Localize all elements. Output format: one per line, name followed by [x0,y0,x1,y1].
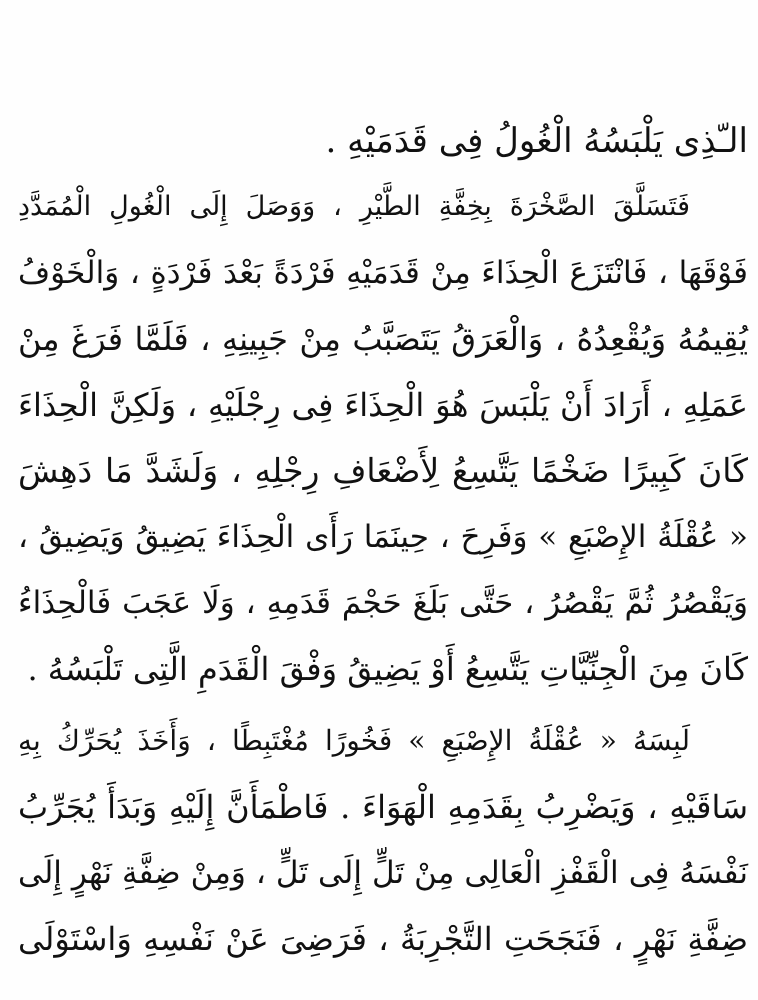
text-line-1: الـّذِى يَلْبَسُهُ الْغُولُ فِى قَدَمَيْهِ . [325,121,748,161]
text-line-2: فَتَسَلَّقَ الصَّخْرَةَ بِخِفَّةِ الطَّيْرِ ، وَوَصَلَ إِلَى الْغُولِ الْمُمَدَّدِ [18,191,690,222]
text-line-6: كَانَ كَبِيرًا ضَخْمًا يَتَّسِعُ لِأَضْعَافِ رِجْلِهِ ، وَلَشَدَّ مَا دَهِشَ [18,451,748,490]
text-line-5: عَمَلِهِ ، أَرَادَ أَنْ يَلْبَسَ هُوَ الْحِذَاءَ فِى رِجْلَيْهِ ، وَلَكِنَّ الْحِذَاءَ [18,386,749,424]
text-line-13: ضِفَّةِ نَهْرٍ ، فَنَجَحَتِ التَّجْرِبَةُ ، فَرَضِىَ عَنْ نَفْسِهِ وَاسْتَوْلَى [18,920,748,958]
text-line-11: سَاقَيْهِ ، وَيَضْرِبُ بِقَدَمِهِ الْهَوَاءَ . فَاطْمَأَنَّ إِلَيْهِ وَبَدَأَ يُجَرِّبُ [18,788,748,826]
text-line-12: نَفْسَهُ فِى الْقَفْزِ الْعَالِى مِنْ تَلٍّ إِلَى تَلٍّ ، وَمِنْ ضِفَّةِ نَهْرٍ إِلَى [18,855,748,891]
text-line-4: يُقِيمُهُ وَيُقْعِدُهُ ، وَالْعَرَقُ يَتَصَبَّبُ مِنْ جَبِينِهِ ، فَلَمَّا فَرَغَ مِنْ [18,320,749,358]
text-line-3: فَوْقَهَا ، فَانْتَزَعَ الْحِذَاءَ مِنْ قَدَمَيْهِ فَرْدَةً بَعْدَ فَرْدَةٍ ، وَالْخَوْفُ [18,255,748,291]
text-line-8: وَيَقْصُرُ ثُمَّ يَقْصُرُ ، حَتَّى بَلَغَ حَجْمَ قَدَمِهِ ، وَلَا عَجَبَ فَالْحِذَاءُ [18,585,748,621]
text-line-7: « عُقْلَةُ الإِصْبَعِ » وَفَرِحَ ، حِينَمَا رَأَى الْحِذَاءَ يَضِيقُ وَيَضِيقُ ، [18,519,748,555]
text-line-10: لَبِسَهُ « عُقْلَةُ الإِصْبَعِ » فَخُورًا مُغْتَبِطًا ، وَأَخَذَ يُحَرِّكُ بِهِ [18,724,690,757]
text-line-9: كَانَ مِنَ الْجِنِّيَّاتِ يَتَّسِعُ أَوْ يَضِيقُ وَفْقَ الْقَدَمِ الَّتِى تَلْبَسُهُ . [27,650,748,688]
